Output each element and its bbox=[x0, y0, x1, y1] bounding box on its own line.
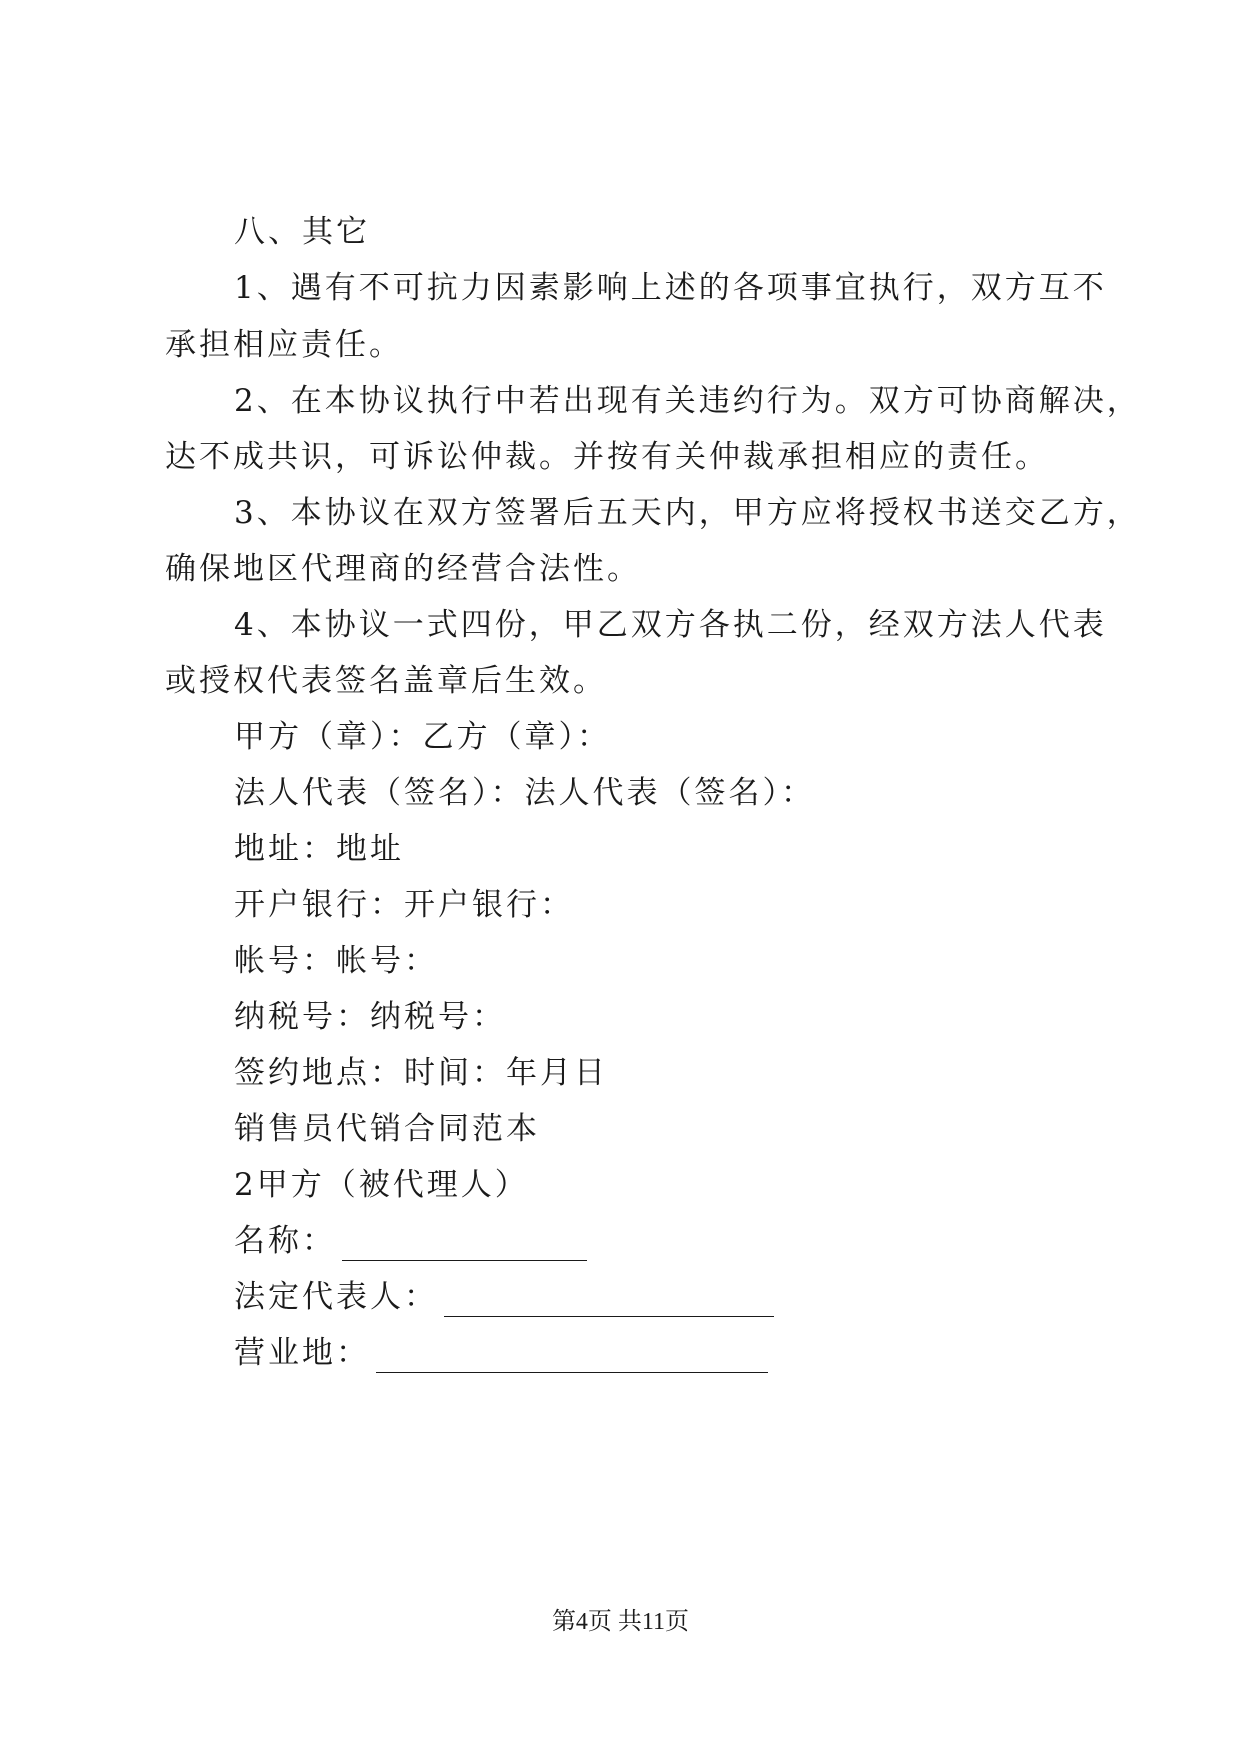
signature-account: 帐号：帐号： bbox=[234, 943, 438, 979]
party-a-heading: 2甲方（被代理人） bbox=[234, 1167, 529, 1203]
section-heading: 八、其它 bbox=[234, 214, 370, 250]
clause-1-line-1: 1、遇有不可抗力因素影响上述的各项事宜执行，双方互不 bbox=[234, 270, 1107, 306]
signature-party-seal: 甲方（章）：乙方（章）： bbox=[234, 719, 611, 755]
clause-1-line-2: 承担相应责任。 bbox=[165, 327, 403, 363]
clause-4-line-1: 4、本协议一式四份，甲乙双方各执二份，经双方法人代表 bbox=[234, 607, 1107, 643]
signature-legal-rep: 法人代表（签名）：法人代表（签名）： bbox=[234, 775, 815, 811]
field-name-blank[interactable] bbox=[342, 1230, 587, 1261]
clause-3-line-1: 3、本协议在双方签署后五天内，甲方应将授权书送交乙方， bbox=[234, 495, 1141, 531]
clause-3-line-2: 确保地区代理商的经营合法性。 bbox=[165, 551, 641, 587]
signature-address: 地址：地址 bbox=[234, 831, 404, 867]
field-business-place-blank[interactable] bbox=[376, 1342, 768, 1373]
clause-2-line-1: 2、在本协议执行中若出现有关违约行为。双方可协商解决， bbox=[234, 383, 1141, 419]
signature-tax-number: 纳税号：纳税号： bbox=[234, 999, 506, 1035]
field-legal-rep-row bbox=[234, 1277, 774, 1317]
page-footer bbox=[0, 1606, 1241, 1638]
field-business-place-row bbox=[234, 1333, 768, 1373]
field-name-label: 名称： bbox=[234, 1223, 336, 1259]
field-legal-rep-blank[interactable] bbox=[444, 1286, 774, 1317]
field-legal-rep-label: 法定代表人： bbox=[234, 1279, 438, 1315]
field-name-row bbox=[234, 1221, 587, 1261]
signature-place-date: 签约地点：时间：年月日 bbox=[234, 1055, 608, 1091]
contract-title: 销售员代销合同范本 bbox=[234, 1111, 540, 1147]
page-number: 第4页 共11页 bbox=[551, 1609, 690, 1635]
field-business-place-label: 营业地： bbox=[234, 1335, 370, 1371]
signature-bank: 开户银行：开户银行： bbox=[234, 887, 574, 923]
clause-4-line-2: 或授权代表签名盖章后生效。 bbox=[165, 663, 607, 699]
clause-2-line-2: 达不成共识，可诉讼仲裁。并按有关仲裁承担相应的责任。 bbox=[165, 439, 1049, 475]
